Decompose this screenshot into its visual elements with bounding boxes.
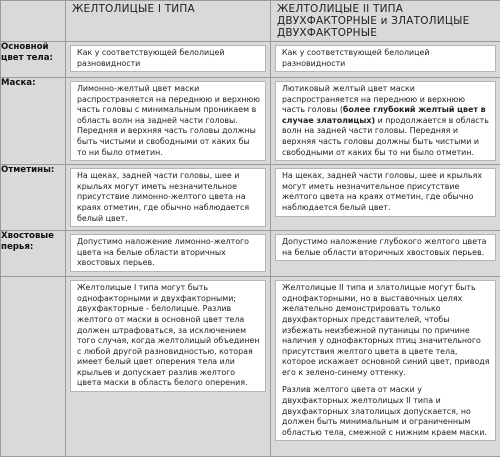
cell-type2 — [271, 165, 500, 231]
cell-text: На щеках, задней части головы, шее и крыльях могут иметь незначительное присутствие желтого цвета на краях отметин, где обычно наблюдается белый цвет. — [275, 168, 496, 216]
row-label: Основной цвет тела: — [1, 42, 66, 78]
row-label — [1, 277, 66, 457]
mask-text-part2: и продолжается в область волн на задней части головы. Передняя и верхняя часть головы должны быть чистыми и свободными от каких бы то ни было отметин. — [282, 115, 489, 157]
cell-text: Допустимо наложение глубокого желтого цвета на белые области вторичных хвостовых перьев. — [275, 234, 496, 261]
cell-text: Допустимо наложение лимонно-желтого цвета на белые области вторичных хвостовых перьев. — [70, 234, 266, 272]
cell-text: На щеках, задней части головы, шее и крыльях могут иметь незначительное присутствие лимонно-желтого цвета на краях отметин, где обычно наблюдается белый цвет. — [70, 168, 266, 227]
row-body-color — [1, 42, 500, 78]
row-tail — [1, 231, 500, 277]
cell-text: Лимонно-желтый цвет маски распространяется на переднюю и верхнюю часть головы с минимальным проникаем в область волн на задней части головы. Передняя и верхняя часть головы должны быть чистыми и свободными от каких бы то ни было отметин. — [70, 81, 266, 161]
cell-type1 — [66, 165, 271, 231]
row-markings — [1, 165, 500, 231]
cell-type2 — [271, 277, 500, 457]
header-row — [1, 1, 500, 42]
cell-type1 — [66, 78, 271, 165]
header-empty-cell — [1, 1, 66, 42]
cell-type1 — [66, 42, 271, 78]
mask-text-part1: Лютиковый желтый цвет маски распространяется на переднюю и верхнюю часть головы ( — [282, 84, 465, 115]
row-mask — [1, 78, 500, 165]
notes-paragraph-1: Желтолицые II типа и златолицые могут быть однофакторными, но в выставочных целях желательно демонстрировать только двухфакторных представителей, чтобы избежать неизбежной путаницы по причине наличия у однофакторных птиц значительного присутствия желтого цвета в цвете тела, которое искажает основной синий цвет, приводя его к зелено-синему оттенку. — [282, 283, 490, 377]
cell-type2 — [271, 231, 500, 277]
row-label: Отметины: — [1, 165, 66, 231]
cell-text: Как у соответствующей белолицей разновидности — [275, 45, 496, 72]
notes-paragraph-2: Разлив желтого цвета от маски у двухфакторных желтолицых II типа и двухфакторных златолицых допускается, но должен быть минимальным и ограниченным областью тела, смежной с нижним краем маски. — [282, 385, 487, 437]
row-label: Маска: — [1, 78, 66, 165]
mask-text-bold: более глубокий желтый цвет в случае златолицых) — [282, 105, 486, 125]
row-label: Хвостовые перья: — [1, 231, 66, 277]
cell-text — [275, 280, 496, 441]
header-type1: ЖЕЛТОЛИЦЫЕ I ТИПА — [66, 1, 271, 42]
cell-type1 — [66, 231, 271, 277]
cell-text — [275, 81, 496, 161]
header-type2: ЖЕЛТОЛИЦЫЕ II ТИПА ДВУХФАКТОРНЫЕ и ЗЛАТОЛИЦЫЕ ДВУХФАКТОРНЫЕ — [271, 1, 500, 42]
cell-type2 — [271, 78, 500, 165]
cell-text: Желтолицые I типа могут быть однофакторными и двухфакторными; двухфакторные - белолицые. Разлив желтого от маски в основной цвет тела должен штрафоваться, за исключением того случая, когда желтолицый объединен с любой другой разновидностью, которая имеет белый цвет оперения тела или крыльев и допускает разлив желтого цвета маски в область белого оперения. — [70, 280, 266, 392]
cell-type2 — [271, 42, 500, 78]
cell-text: Как у соответствующей белолицей разновидности — [70, 45, 266, 72]
row-notes — [1, 277, 500, 457]
cell-type1 — [66, 277, 271, 457]
